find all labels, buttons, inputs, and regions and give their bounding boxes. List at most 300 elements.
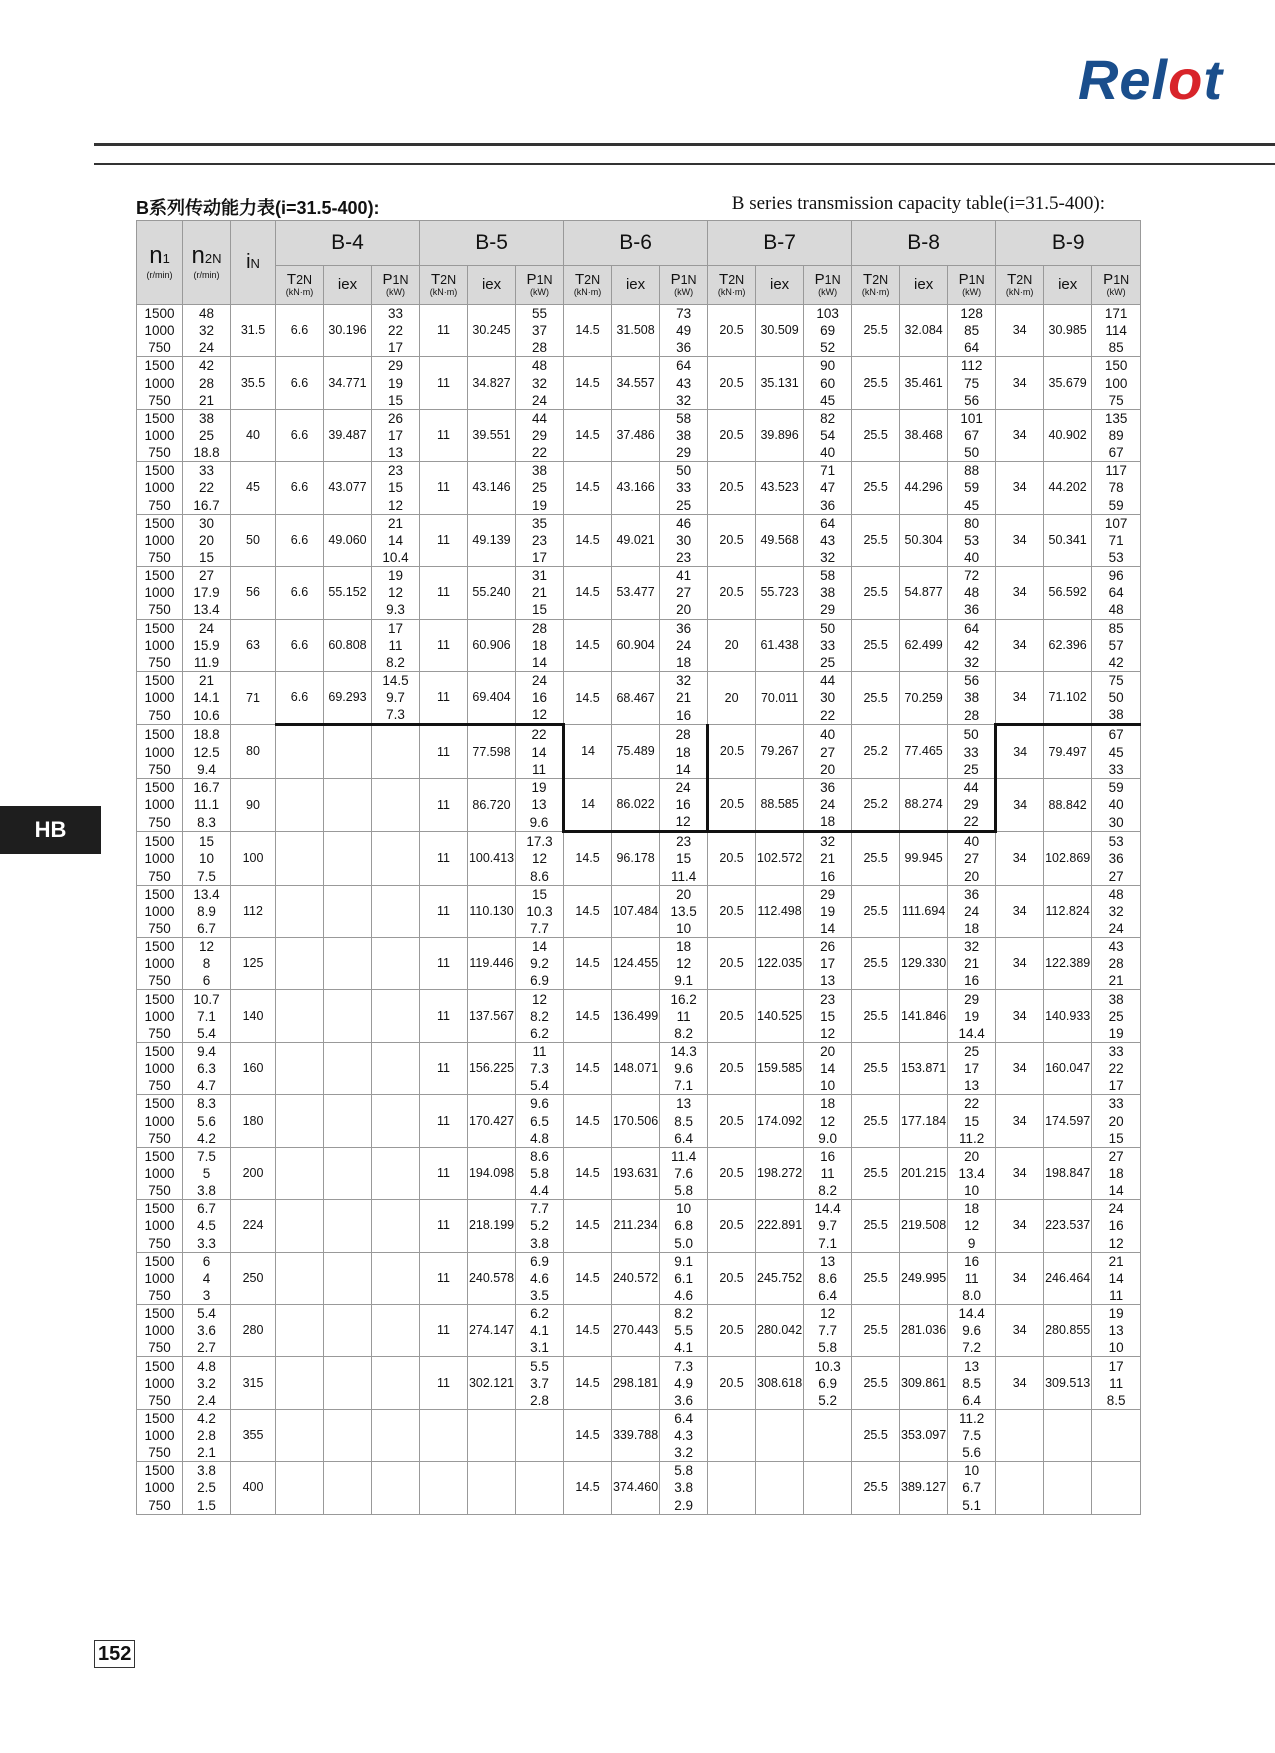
t2n-cell: 25.5 [852,1357,900,1409]
p1n-cell [372,1357,420,1375]
iex-cell: 170.427 [468,1095,516,1147]
group-header-b-4: B-4 [276,221,420,266]
t2n-cell: 20.5 [708,1357,756,1409]
p1n-cell: 103 [804,305,852,323]
col-header-t2n: T2N (kN·m) [852,266,900,305]
p1n-cell: 55 [516,305,564,323]
n1-cell: 1500 [137,725,183,744]
iex-cell: 219.508 [900,1200,948,1252]
n2-cell: 9.4 [183,1042,231,1060]
p1n-cell: 64 [1092,584,1141,601]
p1n-cell: 3.6 [660,1392,708,1410]
n2-cell: 16.7 [183,778,231,796]
p1n-cell: 12 [516,850,564,867]
p1n-cell: 29 [372,357,420,375]
p1n-cell: 18 [516,637,564,654]
col-header-p1n: P1N (kW) [516,266,564,305]
p1n-cell: 5.8 [516,1165,564,1182]
p1n-cell: 7.1 [660,1077,708,1095]
p1n-cell: 14 [372,532,420,549]
p1n-cell: 10.3 [516,903,564,920]
p1n-cell: 26 [804,938,852,956]
iex-cell: 194.098 [468,1147,516,1199]
t2n-cell: 20.5 [708,938,756,990]
table-row [137,305,1141,323]
iex-cell: 246.464 [1044,1252,1092,1304]
iex-cell: 389.127 [900,1462,948,1514]
t2n-cell: 20.5 [708,1147,756,1199]
n1-cell: 1000 [137,1479,183,1496]
t2n-cell [996,1409,1044,1461]
p1n-cell: 64 [660,357,708,375]
p1n-cell: 40 [1092,796,1141,813]
iex-cell: 159.585 [756,1042,804,1094]
n2-cell: 21 [183,392,231,410]
iex-cell: 119.446 [468,938,516,990]
p1n-cell: 8.0 [948,1287,996,1305]
t2n-cell: 25.5 [852,305,900,357]
table-row [137,1042,1141,1060]
p1n-cell: 15 [804,1008,852,1025]
p1n-cell: 44 [516,409,564,427]
col-header-iex: iex [900,266,948,305]
n1-cell: 1000 [137,744,183,761]
p1n-cell: 14 [804,1060,852,1077]
n1-cell: 1500 [137,462,183,480]
p1n-cell: 12 [660,813,708,832]
p1n-cell [372,1165,420,1182]
t2n-cell [996,1462,1044,1514]
t2n-cell [276,725,324,778]
p1n-cell: 19 [372,375,420,392]
t2n-cell: 34 [996,567,1044,619]
n2-cell: 3.8 [183,1462,231,1480]
p1n-cell: 13.5 [660,903,708,920]
t2n-cell: 14.5 [564,409,612,461]
p1n-cell: 6.8 [660,1217,708,1234]
t2n-cell: 11 [420,462,468,514]
p1n-cell: 16 [948,1252,996,1270]
n2-cell: 25 [183,427,231,444]
p1n-cell: 33 [804,637,852,654]
iex-cell: 56.592 [1044,567,1092,619]
col-header-t2n: T2N (kN·m) [420,266,468,305]
t2n-cell: 20.5 [708,462,756,514]
p1n-cell [372,1252,420,1270]
p1n-cell: 19 [1092,1025,1141,1043]
t2n-cell: 14.5 [564,1305,612,1357]
iex-cell [324,885,372,937]
n2-cell: 5.4 [183,1025,231,1043]
p1n-cell: 10 [660,1200,708,1218]
p1n-cell: 11 [804,1165,852,1182]
t2n-cell: 14.5 [564,885,612,937]
t2n-cell: 20.5 [708,409,756,461]
t2n-cell: 20.5 [708,832,756,885]
iex-cell: 140.525 [756,990,804,1042]
t2n-cell [276,1095,324,1147]
iex-cell: 37.486 [612,409,660,461]
t2n-cell: 11 [420,1095,468,1147]
p1n-cell [372,1479,420,1496]
iex-cell: 50.304 [900,514,948,566]
p1n-cell [1092,1444,1141,1462]
p1n-cell: 26 [372,409,420,427]
n2-cell: 32 [183,322,231,339]
t2n-cell: 25.2 [852,725,900,778]
p1n-cell: 29 [948,990,996,1008]
iex-cell: 280.042 [756,1305,804,1357]
p1n-cell [372,1462,420,1480]
t2n-cell: 20.5 [708,725,756,778]
t2n-cell [420,1409,468,1461]
p1n-cell [372,938,420,956]
iex-cell: 302.121 [468,1357,516,1409]
iex-cell: 44.202 [1044,462,1092,514]
p1n-cell: 29 [948,796,996,813]
n1-cell: 750 [137,1077,183,1095]
p1n-cell: 40 [948,832,996,851]
t2n-cell [276,832,324,885]
p1n-cell: 45 [1092,744,1141,761]
p1n-cell: 25 [948,1042,996,1060]
n2-cell: 38 [183,409,231,427]
p1n-cell: 20 [660,601,708,619]
n1-cell: 1000 [137,637,183,654]
n1-cell: 750 [137,813,183,832]
p1n-cell [372,1077,420,1095]
p1n-cell: 50 [948,444,996,462]
p1n-cell: 36 [804,778,852,796]
group-header-b-9: B-9 [996,221,1141,266]
p1n-cell [372,813,420,832]
iex-cell: 112.498 [756,885,804,937]
n2-cell: 3.2 [183,1375,231,1392]
p1n-cell: 6.9 [516,1252,564,1270]
p1n-cell: 46 [660,514,708,532]
p1n-cell: 8.2 [804,1182,852,1200]
iex-cell: 60.904 [612,619,660,671]
group-header-b-8: B-8 [852,221,996,266]
t2n-cell: 25.5 [852,1462,900,1514]
t2n-cell: 14.5 [564,1200,612,1252]
iex-cell [324,725,372,778]
n1-cell: 1500 [137,1200,183,1218]
iex-cell: 223.537 [1044,1200,1092,1252]
iex-cell: 174.092 [756,1095,804,1147]
p1n-cell: 38 [516,462,564,480]
p1n-cell: 17 [948,1060,996,1077]
n1-cell: 750 [137,1444,183,1462]
p1n-cell: 101 [948,409,996,427]
t2n-cell [276,1305,324,1357]
p1n-cell: 23 [660,832,708,851]
p1n-cell: 27 [804,744,852,761]
p1n-cell: 16 [804,868,852,886]
col-header-t2n: T2N (kN·m) [564,266,612,305]
iex-cell: 240.578 [468,1252,516,1304]
p1n-cell: 32 [948,654,996,672]
n2-cell: 12.5 [183,744,231,761]
t2n-cell: 11 [420,1252,468,1304]
p1n-cell: 10.4 [372,549,420,567]
p1n-cell: 60 [804,375,852,392]
n2-cell: 5.6 [183,1112,231,1129]
table-row [137,1147,1141,1165]
p1n-cell: 22 [1092,1060,1141,1077]
p1n-cell: 36 [660,619,708,637]
n1-cell: 750 [137,1234,183,1252]
p1n-cell: 58 [660,409,708,427]
p1n-cell: 38 [660,427,708,444]
t2n-cell: 34 [996,990,1044,1042]
p1n-cell: 48 [1092,601,1141,619]
p1n-cell: 9.7 [804,1217,852,1234]
p1n-cell: 53 [948,532,996,549]
p1n-cell: 10.3 [804,1357,852,1375]
n2-cell: 6 [183,1252,231,1270]
n1-cell: 1000 [137,375,183,392]
p1n-cell: 8.2 [660,1025,708,1043]
t2n-cell: 25.5 [852,1200,900,1252]
p1n-cell: 50 [1092,689,1141,706]
t2n-cell: 14.5 [564,1252,612,1304]
p1n-cell: 13 [948,1077,996,1095]
p1n-cell: 30 [1092,813,1141,832]
p1n-cell: 85 [1092,619,1141,637]
iex-cell: 35.131 [756,357,804,409]
iex-cell: 218.199 [468,1200,516,1252]
t2n-cell: 20.5 [708,1095,756,1147]
p1n-cell: 21 [948,955,996,972]
p1n-cell [372,1182,420,1200]
n1-cell: 750 [137,1025,183,1043]
table-row [137,990,1141,1008]
p1n-cell: 96 [1092,567,1141,585]
p1n-cell [804,1427,852,1444]
p1n-cell: 18 [948,1200,996,1218]
n1-cell: 1000 [137,1375,183,1392]
p1n-cell: 64 [804,514,852,532]
p1n-cell: 16 [804,1147,852,1165]
iex-cell: 86.720 [468,778,516,831]
table-row [137,1409,1141,1427]
t2n-cell: 34 [996,462,1044,514]
t2n-cell: 11 [420,514,468,566]
p1n-cell: 8.5 [1092,1392,1141,1410]
iex-cell: 39.487 [324,409,372,461]
p1n-cell [372,761,420,779]
col-header-p1n: P1N (kW) [372,266,420,305]
p1n-cell: 23 [372,462,420,480]
n2-cell: 13.4 [183,601,231,619]
iex-cell: 61.438 [756,619,804,671]
t2n-cell: 25.5 [852,567,900,619]
p1n-cell: 40 [804,725,852,744]
n1-cell: 1000 [137,1270,183,1287]
p1n-cell: 6.7 [948,1479,996,1496]
ratio-cell: 355 [231,1409,276,1461]
p1n-cell: 9.7 [372,689,420,706]
p1n-cell [372,1234,420,1252]
iex-cell: 156.225 [468,1042,516,1094]
t2n-cell: 14.5 [564,514,612,566]
p1n-cell [372,744,420,761]
relot-logo: Relot [1077,48,1223,111]
n2-cell: 2.7 [183,1339,231,1357]
t2n-cell: 25.5 [852,1042,900,1094]
n2-cell: 4.2 [183,1130,231,1148]
p1n-cell: 36 [948,601,996,619]
t2n-cell: 25.5 [852,1147,900,1199]
p1n-cell: 6.4 [948,1392,996,1410]
p1n-cell: 11.4 [660,868,708,886]
p1n-cell: 18 [660,938,708,956]
t2n-cell: 11 [420,938,468,990]
p1n-cell: 4.8 [516,1130,564,1148]
iex-cell: 245.752 [756,1252,804,1304]
p1n-cell [372,1060,420,1077]
p1n-cell: 10 [1092,1339,1141,1357]
p1n-cell: 6.9 [804,1375,852,1392]
iex-cell: 201.215 [900,1147,948,1199]
table-row [137,409,1141,427]
p1n-cell: 7.6 [660,1165,708,1182]
n1-cell: 1000 [137,1427,183,1444]
p1n-cell: 25 [804,654,852,672]
t2n-cell: 6.6 [276,619,324,671]
p1n-cell: 85 [1092,339,1141,357]
p1n-cell: 171 [1092,305,1141,323]
p1n-cell: 3.2 [660,1444,708,1462]
t2n-cell: 6.6 [276,357,324,409]
iex-cell: 39.896 [756,409,804,461]
p1n-cell: 6.5 [516,1112,564,1129]
p1n-cell: 8.2 [660,1305,708,1323]
t2n-cell: 20.5 [708,305,756,357]
t2n-cell: 20.5 [708,514,756,566]
iex-cell: 40.902 [1044,409,1092,461]
iex-cell: 34.771 [324,357,372,409]
p1n-cell: 54 [804,427,852,444]
p1n-cell: 11.4 [660,1147,708,1165]
ratio-cell: 250 [231,1252,276,1304]
iex-cell: 198.272 [756,1147,804,1199]
p1n-cell: 67 [1092,725,1141,744]
p1n-cell [804,1479,852,1496]
p1n-cell: 14 [516,744,564,761]
iex-cell: 77.598 [468,725,516,778]
table-title-english: B series transmission capacity table(i=31.5-400): [731,193,1105,214]
iex-cell: 53.477 [612,567,660,619]
table-row [137,619,1141,637]
p1n-cell: 2.9 [660,1497,708,1515]
p1n-cell: 114 [1092,322,1141,339]
p1n-cell: 43 [1092,938,1141,956]
p1n-cell: 14 [1092,1270,1141,1287]
p1n-cell: 38 [1092,990,1141,1008]
iex-cell: 339.788 [612,1409,660,1461]
n1-cell: 750 [137,920,183,938]
p1n-cell: 48 [516,357,564,375]
p1n-cell: 52 [804,339,852,357]
p1n-cell [516,1427,564,1444]
p1n-cell: 67 [948,427,996,444]
p1n-cell [372,1095,420,1113]
t2n-cell [276,938,324,990]
n2-cell: 15 [183,832,231,851]
p1n-cell: 33 [1092,761,1141,779]
p1n-cell: 25 [948,761,996,779]
iex-cell: 100.413 [468,832,516,885]
iex-cell: 102.572 [756,832,804,885]
ratio-cell: 140 [231,990,276,1042]
t2n-cell: 11 [420,832,468,885]
iex-cell: 38.468 [900,409,948,461]
p1n-cell: 57 [1092,637,1141,654]
n1-cell: 1500 [137,357,183,375]
p1n-cell: 17 [516,549,564,567]
p1n-cell: 32 [516,375,564,392]
iex-cell [468,1462,516,1514]
n1-cell: 1500 [137,1042,183,1060]
iex-cell: 43.146 [468,462,516,514]
t2n-cell: 34 [996,778,1044,831]
p1n-cell: 27 [1092,1147,1141,1165]
t2n-cell: 34 [996,725,1044,778]
p1n-cell: 28 [1092,955,1141,972]
t2n-cell: 20.5 [708,1252,756,1304]
iex-cell: 49.021 [612,514,660,566]
p1n-cell: 6.4 [804,1287,852,1305]
iex-cell: 122.035 [756,938,804,990]
p1n-cell: 16 [516,689,564,706]
t2n-cell: 34 [996,305,1044,357]
p1n-cell: 44 [948,778,996,796]
p1n-cell [1092,1462,1141,1480]
page-number: 152 [94,1640,135,1668]
p1n-cell: 7.7 [804,1322,852,1339]
iex-cell: 88.842 [1044,778,1092,831]
p1n-cell: 35 [516,514,564,532]
n2-cell: 11.9 [183,654,231,672]
p1n-cell: 19 [516,778,564,796]
t2n-cell: 6.6 [276,409,324,461]
t2n-cell: 11 [420,990,468,1042]
t2n-cell: 25.5 [852,938,900,990]
n1-cell: 750 [137,761,183,779]
p1n-cell [372,1130,420,1148]
n1-cell: 1000 [137,584,183,601]
n2-cell: 4 [183,1270,231,1287]
p1n-cell: 25 [660,497,708,515]
p1n-cell: 19 [1092,1305,1141,1323]
p1n-cell: 15 [372,392,420,410]
p1n-cell: 59 [948,479,996,496]
p1n-cell: 8.2 [372,654,420,672]
n2-cell: 15 [183,549,231,567]
p1n-cell: 9 [948,1234,996,1252]
t2n-cell: 14.5 [564,567,612,619]
iex-cell [1044,1462,1092,1514]
iex-cell: 88.585 [756,778,804,831]
iex-cell: 96.178 [612,832,660,885]
iex-cell: 54.877 [900,567,948,619]
t2n-cell: 34 [996,1305,1044,1357]
t2n-cell: 34 [996,1095,1044,1147]
p1n-cell: 29 [804,885,852,903]
p1n-cell: 12 [660,955,708,972]
